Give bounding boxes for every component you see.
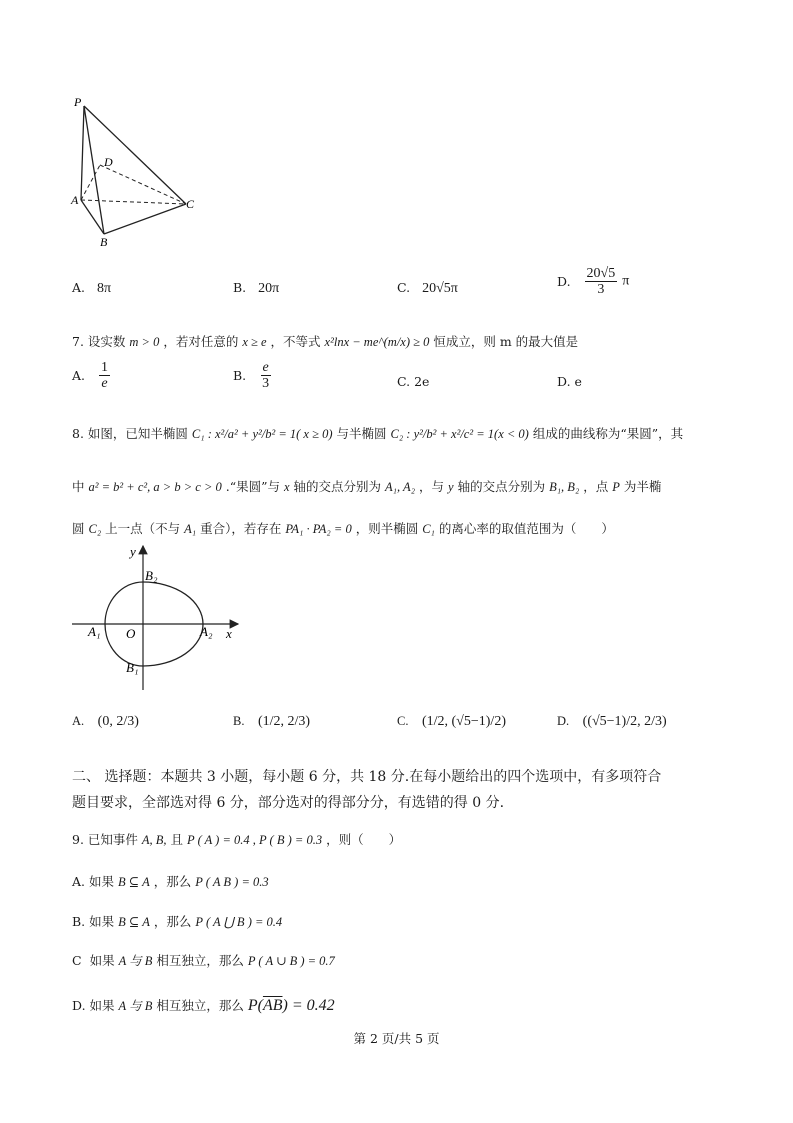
q7-option-d[interactable]: D. e (557, 374, 582, 389)
q8-line-1: 8. 如图，已知半椭圆 C₁ : x²/a² + y²/b² = 1( x ≥ 0) 与半椭圆 C₂ : y²/b² + x²/c² = 1(x < 0) 组成的曲线称为“果圆”，其 (72, 426, 684, 441)
axis-x-label: x (226, 626, 232, 641)
fruit-ellipse-figure (70, 540, 245, 695)
q9-option-d[interactable]: D. 如果 A 与 B 相互独立，那么 $P(\overline{AB}) = 0.42$ (72, 997, 335, 1014)
section-2-line-2: 题目要求，全部选对得 6 分，部分选对的得部分分，有选错的得 0 分. (72, 795, 505, 811)
q9-option-c[interactable]: C 如果 A 与 B 相互独立，那么 P ( A ∪ B ) = 0.7 (72, 953, 335, 968)
q6-option-b[interactable]: B. 20π (233, 280, 280, 296)
q8-option-a[interactable]: A. (0, 2/3) (72, 714, 139, 729)
q8-option-d[interactable]: D. ((√5−1)/2, 2/3) (557, 714, 667, 729)
q7-option-b[interactable]: B. $\frac{e}{3}$ (233, 360, 270, 391)
label-A2: A₂ (200, 624, 213, 639)
q9-stem: 9. 已知事件 A, B, 且 P ( A ) = 0.4 , P ( B ) = 0.3 ，则（ ） (72, 832, 402, 847)
q8-line-3: 圆 C₂ 上一点（不与 A₁ 重合），若存在 PA₁ · PA₂ = 0 ，则半椭圆 C₁ 的离心率的取值范围为（ ） (72, 521, 614, 536)
label-B: B (100, 235, 108, 248)
axis-y-label: y (130, 544, 136, 559)
label-D: D (104, 155, 113, 169)
section-2-line-1: 二、 选择题：本题共 3 小题，每小题 6 分，共 18 分.在每小题给出的四个选项中，有多项符合 (72, 769, 662, 785)
q9-option-a[interactable]: A. 如果 B ⊆ A ，那么 P ( A B ) = 0.3 (72, 874, 269, 889)
label-A: A (71, 193, 79, 207)
q9-option-b[interactable]: B. 如果 B ⊆ A ，那么 P ( A ⋃ B ) = 0.4 (72, 914, 283, 929)
page-footer: 第 2 页/共 5 页 (353, 1031, 440, 1046)
q7-option-c[interactable]: C. 2e (397, 374, 430, 389)
q8-option-b[interactable]: B. (1/2, 2/3) (233, 714, 311, 729)
q7-option-a[interactable]: A. $\frac{1}{e}$ (72, 360, 108, 391)
section-2-heading (72, 764, 661, 816)
label-B1: B₁ (126, 660, 139, 675)
q8-option-c[interactable]: C. (1/2, (√5−1)/2) (397, 714, 506, 729)
q7-stem: 7. 设实数 m > 0 ，若对任意的 x ≥ e ，不等式 x²lnx − me^(m/x) ≥ 0 恒成立，则 m 的最大值是 (72, 334, 579, 349)
label-C: C (186, 197, 195, 211)
label-P: P (74, 95, 82, 109)
label-B2: B₂ (145, 568, 158, 583)
q8-line-2: 中 a² = b² + c², a > b > c > 0 .“果圆”与 x 轴的交点分别为 A₁, A₂ ，与 y 轴的交点分别为 B₁, B₂ ，点 P 为半椭 (72, 479, 662, 494)
q6-option-c[interactable]: C. 20√5π (397, 280, 458, 296)
label-A1: A₁ (88, 624, 101, 639)
q6-option-a[interactable]: A. 8π (72, 280, 112, 296)
q6-option-d[interactable]: D. $\frac{20√5}{3}$ π (557, 266, 630, 297)
pyramid-figure (68, 92, 208, 248)
origin-label: O (126, 626, 136, 641)
